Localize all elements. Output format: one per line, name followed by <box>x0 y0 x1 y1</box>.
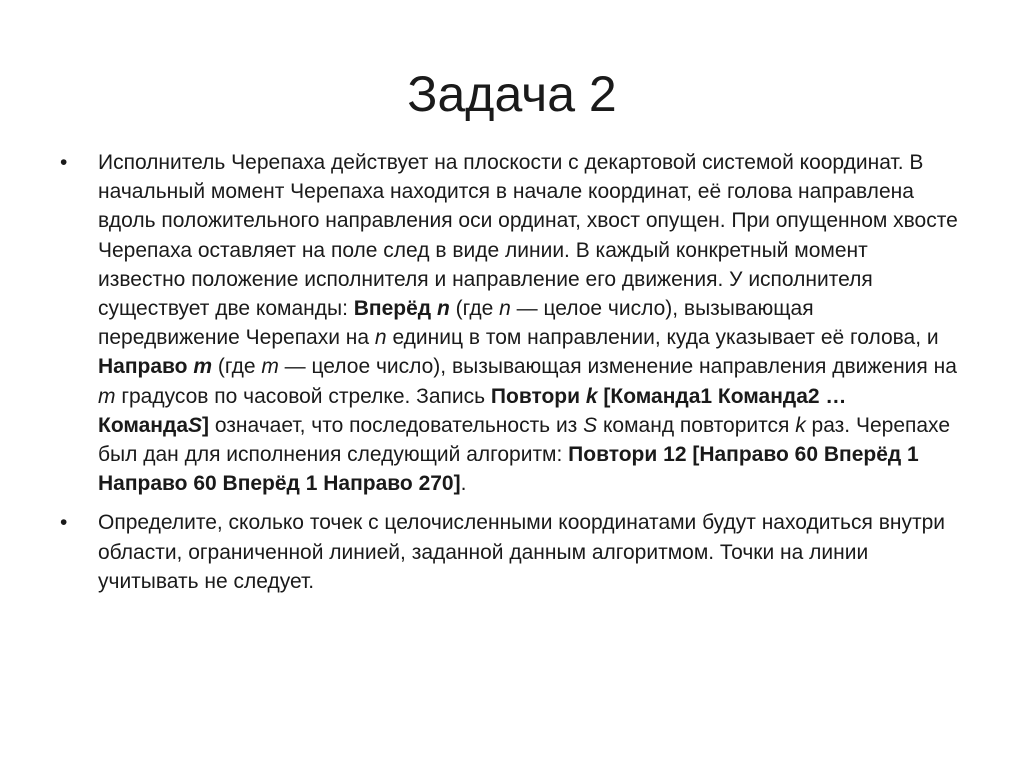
var-n: n <box>436 297 450 321</box>
command-list: [Команда1 Команда2 … Команда <box>98 384 847 437</box>
slide-body <box>60 148 960 596</box>
var-m: m <box>193 355 213 379</box>
var-s: S <box>583 413 598 437</box>
command-right: Направо <box>98 355 194 379</box>
var-m: m <box>98 384 116 408</box>
slide-title: Задача 2 <box>407 66 617 122</box>
var-n: n <box>499 297 511 321</box>
var-k: k <box>795 413 806 437</box>
var-s: S <box>188 413 203 437</box>
algorithm-code: Повтори 12 [Направо 60 Вперёд 1 Направо 60 Вперёд 1 Направо 270] <box>98 443 919 496</box>
bullet-item-2 <box>60 508 960 596</box>
var-k: k <box>585 384 598 408</box>
bullet-icon: • <box>60 511 68 535</box>
bullet-text-1: Исполнитель Черепаха действует на плоскости с декартовой системой координат. В начальный момент Черепаха находится в начале координат, её голова направлена вдоль положительного направления оси ординат, хвост опущен. При опущенном хвосте Черепаха оставляет на поле след в виде линии. В каждый конкретный момент известно положение исполнителя и направление его движения. У исполнителя существует две команды: Вперёд n (где n — целое число), вызывающая передвижение Черепахи на n единиц в том направлении, куда указывает её голова, и Направо m (где m — целое число), вызывающая изменение направления движения на m градусов по часовой стрелке. Запись Повтори k [Команда1 Команда2 … КомандаS] означает, что последовательность из S команд повторится k раз. Черепахе был дан для исполнения следующий алгоритм: Повтори 12 [Направо 60 Вперёд 1 Направо 60 Вперёд 1 Направо 270]. <box>98 151 958 496</box>
bullet-item-1 <box>60 148 960 498</box>
bullet-icon: • <box>60 151 68 174</box>
command-repeat: Повтори <box>490 384 586 408</box>
var-n: n <box>374 326 387 350</box>
bullet-text-2: Определите, сколько точек с целочисленными координатами будут находиться внутри области, ограниченной линией, заданной данным алгоритмом. Точки на линии учитывать не следует. <box>98 511 945 593</box>
command-forward: Вперёд <box>353 297 437 321</box>
var-m: m <box>261 355 279 379</box>
